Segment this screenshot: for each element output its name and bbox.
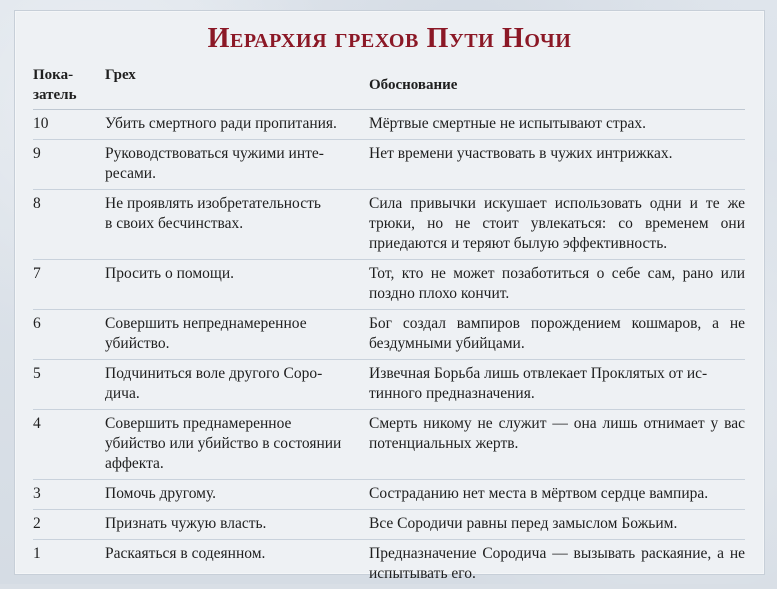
row-justification bbox=[369, 310, 745, 360]
row-justification bbox=[369, 190, 745, 260]
row-justification bbox=[369, 410, 745, 480]
table-row bbox=[33, 140, 745, 190]
row-justification bbox=[369, 540, 745, 589]
sins-hierarchy-table bbox=[33, 65, 745, 589]
row-justification-text: Извечная Борьба лишь отвлекает Проклятых от ис- тинного предназначения. bbox=[369, 365, 707, 402]
table-row bbox=[33, 480, 745, 510]
row-justification bbox=[369, 360, 745, 410]
row-justification bbox=[369, 140, 745, 190]
row-indicator: 2 bbox=[33, 510, 105, 540]
row-sin bbox=[105, 360, 369, 410]
row-justification-text: Сила привычки искушает использовать одни и те же трюки, но не стоит увлекаться: со временем они приедаются и теряют былую эффективность. bbox=[369, 195, 745, 252]
table-row bbox=[33, 110, 745, 140]
row-justification-text: Смерть никому не служит — она лишь отнимает у вас потенциальных жертв. bbox=[369, 415, 745, 452]
table-row bbox=[33, 510, 745, 540]
row-indicator: 4 bbox=[33, 410, 105, 480]
table-row bbox=[33, 540, 745, 589]
row-indicator: 7 bbox=[33, 260, 105, 310]
row-justification bbox=[369, 260, 745, 310]
row-justification-text: Состраданию нет места в мёртвом сердце вампира. bbox=[369, 485, 708, 502]
row-justification bbox=[369, 110, 745, 140]
table-header bbox=[33, 65, 745, 110]
table-body bbox=[33, 110, 745, 589]
row-indicator: 9 bbox=[33, 140, 105, 190]
content-panel bbox=[14, 10, 765, 575]
row-sin bbox=[105, 510, 369, 540]
row-indicator: 8 bbox=[33, 190, 105, 260]
row-sin-text: Не проявлять изобретательность в своих бесчинствах. bbox=[105, 195, 321, 232]
header-justification bbox=[369, 65, 745, 110]
row-sin bbox=[105, 190, 369, 260]
header-indicator-text: Пока- затель bbox=[33, 67, 77, 103]
row-sin-text: Помочь другому. bbox=[105, 485, 216, 502]
row-sin bbox=[105, 140, 369, 190]
row-sin-text: Руководствоваться чужими инте- ресами. bbox=[105, 145, 324, 182]
header-justification-text: Обоснование bbox=[369, 77, 457, 93]
table-row bbox=[33, 310, 745, 360]
header-sin-text: Грех bbox=[105, 67, 136, 83]
row-sin bbox=[105, 110, 369, 140]
row-justification-text: Нет времени участвовать в чужих интрижках. bbox=[369, 145, 672, 162]
row-justification bbox=[369, 510, 745, 540]
header-sin bbox=[105, 65, 369, 110]
row-sin bbox=[105, 260, 369, 310]
table-row bbox=[33, 410, 745, 480]
row-sin-text: Раскаяться в содеянном. bbox=[105, 545, 265, 562]
row-justification-text: Предназначение Сородича — вызывать раскаяние, а не испытывать его. bbox=[369, 545, 745, 582]
page-title: Иерархия грехов Пути Ночи bbox=[15, 25, 764, 53]
row-justification-text: Бог создал вампиров порождением кошмаров, а не бездумными убийцами. bbox=[369, 315, 745, 352]
row-sin-text: Признать чужую власть. bbox=[105, 515, 266, 532]
table-row bbox=[33, 190, 745, 260]
row-sin-text: Совершить преднамеренное убийство или убийство в состоянии аффекта. bbox=[105, 415, 341, 472]
row-indicator: 3 bbox=[33, 480, 105, 510]
header-indicator bbox=[33, 65, 105, 110]
header-row bbox=[33, 65, 745, 110]
row-indicator: 1 bbox=[33, 540, 105, 589]
row-justification-text: Все Сородичи равны перед замыслом Божьим. bbox=[369, 515, 677, 532]
row-sin bbox=[105, 480, 369, 510]
table-row bbox=[33, 260, 745, 310]
table-row bbox=[33, 360, 745, 410]
row-justification-text: Тот, кто не может позаботиться о себе сам, рано или поздно плохо кончит. bbox=[369, 265, 745, 302]
row-sin bbox=[105, 410, 369, 480]
row-sin-text: Убить смертного ради пропитания. bbox=[105, 115, 337, 132]
row-sin bbox=[105, 540, 369, 589]
row-indicator: 6 bbox=[33, 310, 105, 360]
row-justification bbox=[369, 480, 745, 510]
row-indicator: 5 bbox=[33, 360, 105, 410]
row-indicator: 10 bbox=[33, 110, 105, 140]
row-sin-text: Подчиниться воле другого Соро- дича. bbox=[105, 365, 322, 402]
row-sin bbox=[105, 310, 369, 360]
row-sin-text: Просить о помощи. bbox=[105, 265, 234, 282]
row-justification-text: Мёртвые смертные не испытывают страх. bbox=[369, 115, 646, 132]
row-sin-text: Совершить непреднамеренное убийство. bbox=[105, 315, 307, 352]
